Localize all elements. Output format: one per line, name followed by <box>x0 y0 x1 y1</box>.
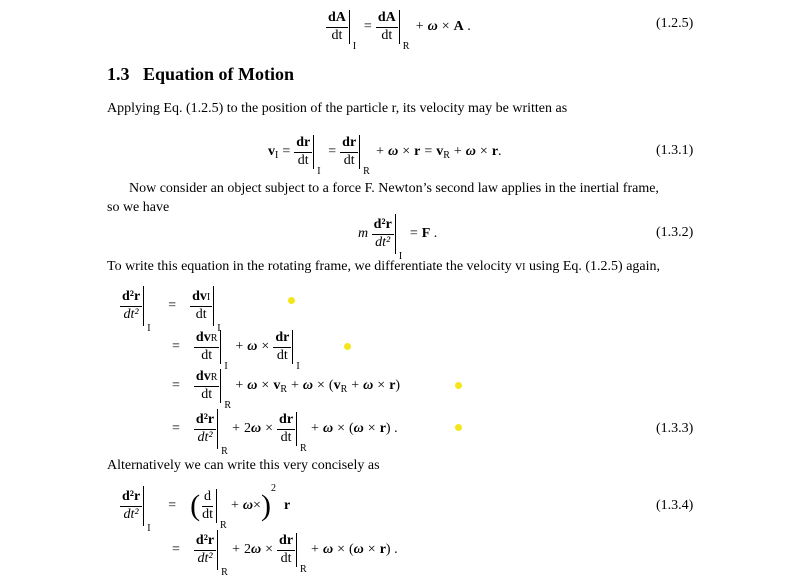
paragraph-4: Alternatively we can write this very concisely as <box>107 458 380 473</box>
section-heading: 1.3 Equation of Motion <box>107 64 295 84</box>
highlight-dot <box>344 343 351 350</box>
equation-number-1-3-4: (1.3.4) <box>656 498 694 513</box>
equation-1-3-3-line-4: = $\frac{\text{d²r}}{\text{dt²}}$ R + 2 ω × $\frac{dr}{dt}$ R + ω × ( ω × r ) . <box>168 405 398 453</box>
paragraph-2-line-1: Now consider an object subject to a force F. Newton’s second law applies in the inertial frame, <box>129 181 659 196</box>
paragraph-2-line-2: so we have <box>107 200 170 215</box>
equation-1-3-4-line-2: = $\frac{\text{d²r}}{\text{dt²}}$ R + 2 ω × $\frac{dr}{dt}$ R + ω × ( ω × r ) . <box>168 526 398 574</box>
equation-1-3-3-line-3: = $\frac{\text{dvR}}{dt}$ R + ω × v R + ω × ( v R + ω × r ) <box>172 368 401 411</box>
equation-number-1-3-1: (1.3.1) <box>656 143 694 158</box>
paragraph-1: Applying Eq. (1.2.5) to the position of the particle r, its velocity may be written as <box>107 101 568 116</box>
highlight-dot <box>288 297 295 304</box>
equation-number-1-2-5: (1.2.5) <box>656 16 694 31</box>
paragraph-3: To write this equation in the rotating frame, we differentiate the velocity vI using Eq. (1.2.5) again, <box>107 259 661 274</box>
equation-number-1-3-2: (1.3.2) <box>656 225 694 240</box>
equation-number-1-3-3: (1.3.3) <box>656 421 694 436</box>
equation-1-2-5: $\frac{dA}{dt}$ I = $\frac{dA}{dt}$ R + ω × A . <box>328 9 471 52</box>
highlight-dot <box>455 424 462 431</box>
equation-1-3-3-line-2: = $\frac{\text{dvR}}{dt}$ I + ω × $\frac{dr}{dt}$ I <box>168 325 303 369</box>
equation-1-3-2: m $\frac{\text{d²r}}{\text{dt²}}$ I = F . <box>358 210 437 258</box>
equation-1-3-4-line-1: $\frac{\text{d²r}}{\text{dt²}}$ I = ( $\frac{d}{dt}$ R + ω × ) 2 r <box>122 483 291 534</box>
equation-1-3-3-line-1: $\frac{\text{d²r}}{\text{dt²}}$ I = $\frac{\text{dvI}}{dt}$ I <box>120 282 224 330</box>
equation-1-3-1: v I = $\frac{dr}{dt}$ I = $\frac{dr}{dt}$ R + ω × r = v R + ω × r . <box>268 134 502 177</box>
highlight-dot <box>455 382 462 389</box>
